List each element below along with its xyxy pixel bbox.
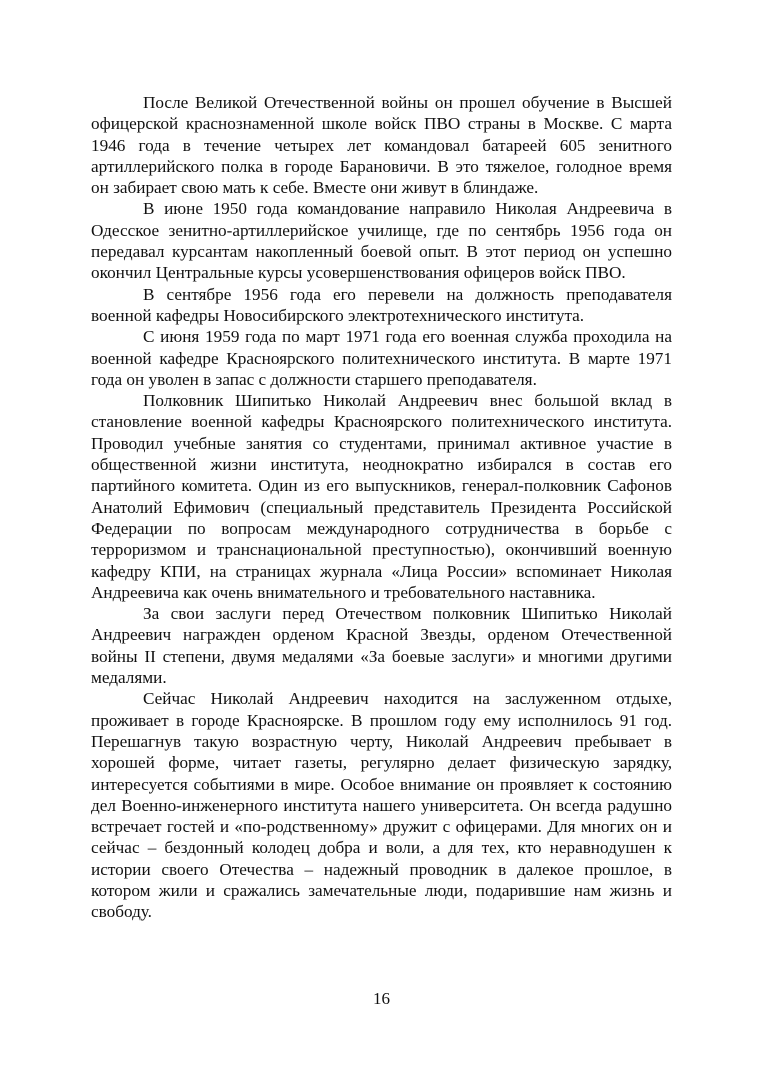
- body-text: [91, 92, 672, 923]
- paragraph-1: После Великой Отечественной войны он прошел обучение в Высшей офицерской краснознаменной школе войск ПВО страны в Москве. С марта 1946 года в течение четырех лет командовал батареей 605 зенитного артиллерийского полка в городе Барановичи. В это тяжелое, голодное время он забирает свою мать к себе. Вместе они живут в блиндаже.: [91, 93, 672, 198]
- page-number: 16: [373, 989, 390, 1008]
- paragraph-6: За свои заслуги перед Отечеством полковник Шипитько Николай Андреевич награжден орденом Красной Звезды, орденом Отечественной войны II степени, двумя медалями «За боевые заслуги» и многими другими медалями.: [91, 604, 672, 688]
- paragraph-2: В июне 1950 года командование направило Николая Андреевича в Одесское зенитно-артиллерийское училище, где по сентябрь 1956 года он передавал курсантам накопленный боевой опыт. В этот период он успешно окончил Центральные курсы усовершенствования офицеров войск ПВО.: [91, 199, 672, 283]
- paragraph-4: С июня 1959 года по март 1971 года его военная служба проходила на военной кафедре Красноярского политехнического института. В марте 1971 года он уволен в запас с должности старшего преподавателя.: [91, 327, 672, 389]
- paragraph-5: Полковник Шипитько Николай Андреевич внес большой вклад в становление военной кафедры Красноярского политехнического института. Проводил учебные занятия со студентами, принимал активное участие в общественной жизни института, неоднократно избирался в состав его партийного комитета. Один из его выпускников, генерал-полковник Сафонов Анатолий Ефимович (специальный представитель Президента Российской Федерации по вопросам международного сотрудничества в борьбе с терроризмом и транснациональной преступностью), окончивший военную кафедру КПИ, на страницах журнала «Лица России» вспоминает Николая Андреевича как очень внимательного и требовательного наставника.: [91, 391, 672, 602]
- paragraph-7: Сейчас Николай Андреевич находится на заслуженном отдыхе, проживает в городе Красноярске. В прошлом году ему исполнилось 91 год. Перешагнув такую возрастную черту, Николай Андреевич пребывает в хорошей форме, читает газеты, регулярно делает физическую зарядку, интересуется событиями в мире. Особое внимание он проявляет к состоянию дел Военно-инженерного института нашего университета. Он всегда радушно встречает гостей и «по-родственному» дружит с офицерами. Для многих он и сейчас – бездонный колодец добра и воли, а для тех, кто неравнодушен к истории своего Отечества – надежный проводник в далекое прошлое, в котором жили и сражались замечательные люди, подарившие нам жизнь и свободу.: [91, 689, 672, 922]
- paragraph-3: В сентябре 1956 года его перевели на должность преподавателя военной кафедры Новосибирского электротехнического института.: [91, 284, 672, 325]
